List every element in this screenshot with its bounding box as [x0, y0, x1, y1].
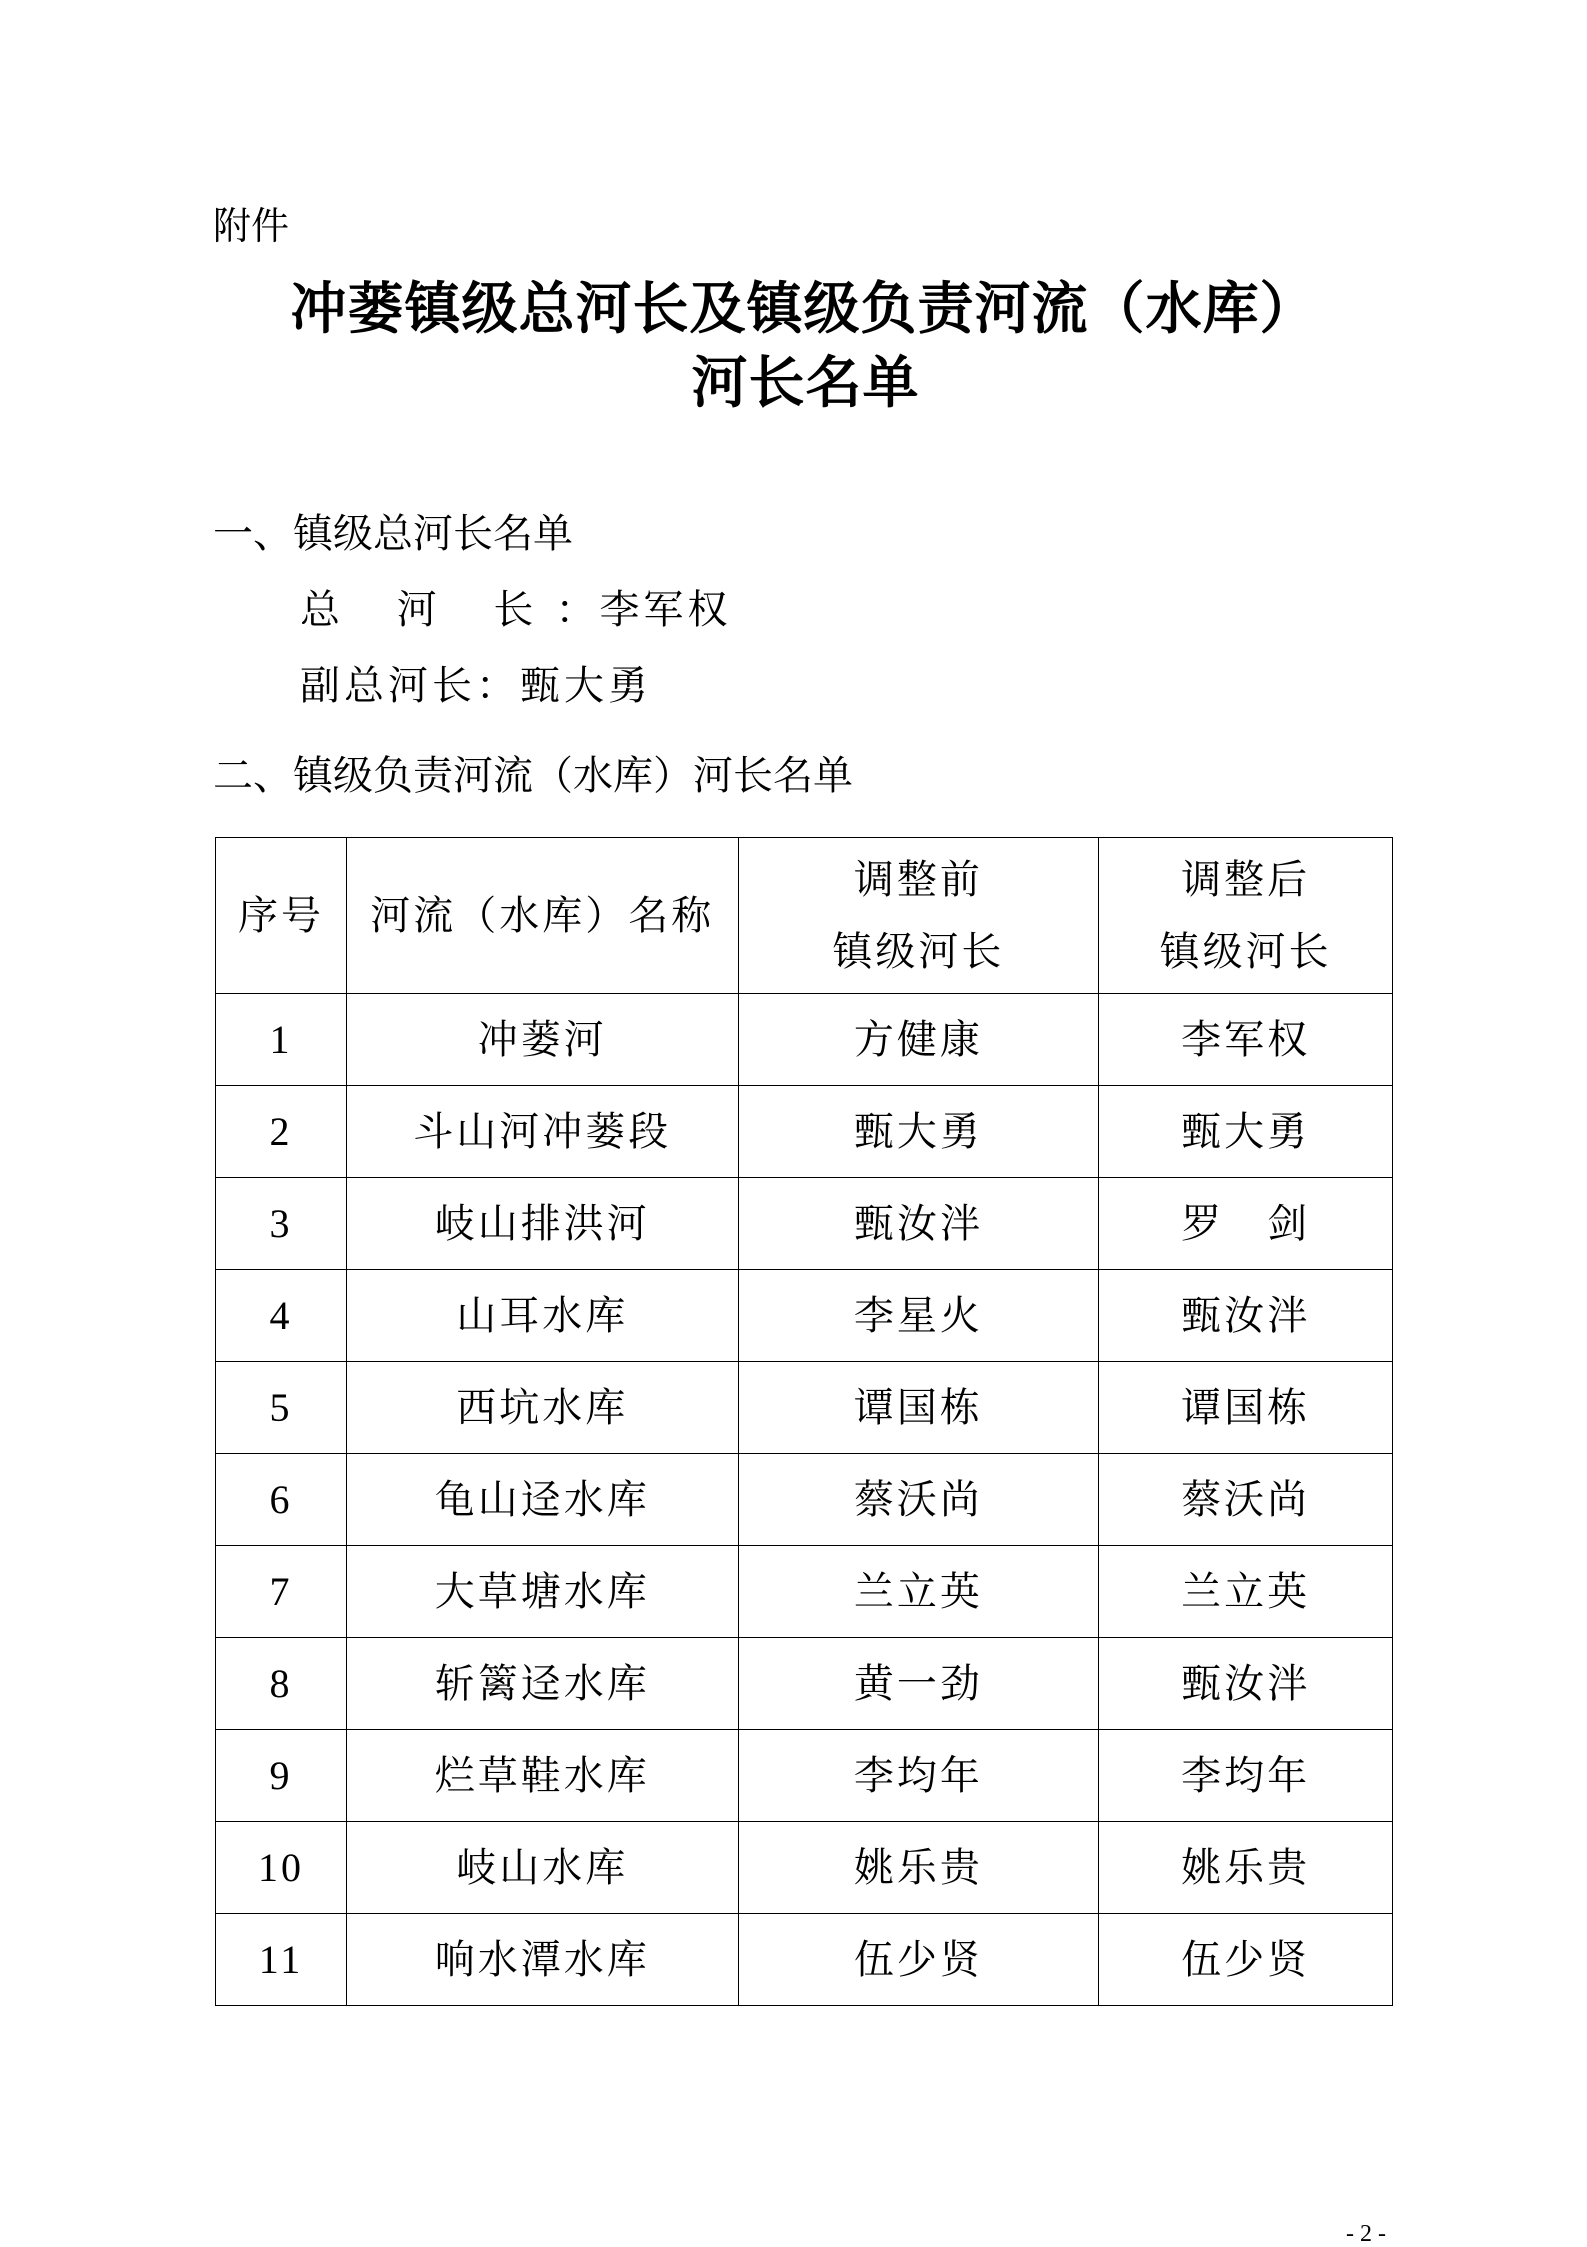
header-river-name: 河流（水库）名称 [346, 838, 738, 994]
table-row [216, 1914, 1393, 2006]
chief-separator: ： [555, 587, 600, 633]
table-row [216, 1822, 1393, 1914]
row-river-name: 岐山水库 [346, 1822, 738, 1914]
row-before-chief: 蔡沃尚 [738, 1454, 1099, 1546]
chief-role-label: 总 河 长 [300, 587, 556, 633]
deputy-role-label: 副总河长 [300, 663, 476, 709]
attachment-label: 附件 [213, 204, 290, 248]
row-index: 11 [216, 1914, 347, 2006]
row-after-chief: 甄汝泮 [1099, 1270, 1393, 1362]
row-after-chief: 姚乐贵 [1099, 1822, 1393, 1914]
row-river-name: 西坑水库 [346, 1362, 738, 1454]
row-before-chief: 伍少贤 [738, 1914, 1099, 2006]
row-river-name: 岐山排洪河 [346, 1178, 738, 1270]
row-index: 3 [216, 1178, 347, 1270]
table-row [216, 1454, 1393, 1546]
table-row [216, 1270, 1393, 1362]
row-after-chief: 李军权 [1099, 994, 1393, 1086]
row-before-chief: 甄大勇 [738, 1086, 1099, 1178]
row-index: 10 [216, 1822, 347, 1914]
row-river-name: 斩篱迳水库 [346, 1638, 738, 1730]
row-index: 5 [216, 1362, 347, 1454]
header-before [738, 838, 1099, 994]
table-row [216, 1546, 1393, 1638]
row-index: 1 [216, 994, 347, 1086]
deputy-separator: ： [476, 663, 520, 709]
row-before-chief: 谭国栋 [738, 1362, 1099, 1454]
chief-name: 李军权 [599, 587, 732, 633]
document-title-line-2: 河长名单 [691, 351, 920, 416]
row-index: 9 [216, 1730, 347, 1822]
row-river-name: 冲蒌河 [346, 994, 738, 1086]
row-river-name: 龟山迳水库 [346, 1454, 738, 1546]
row-before-chief: 李星火 [738, 1270, 1099, 1362]
row-after-chief: 李均年 [1099, 1730, 1393, 1822]
header-index: 序号 [216, 838, 347, 994]
document-title-line-1: 冲蒌镇级总河长及镇级负责河流（水库） [290, 277, 1317, 342]
header-before-line-1: 调整前 [853, 856, 983, 903]
header-before-line-2: 镇级河长 [832, 928, 1005, 975]
row-before-chief: 甄汝泮 [738, 1178, 1099, 1270]
page-number: - 2 - [1346, 2221, 1386, 2247]
river-chief-table [215, 837, 1393, 2006]
row-after-chief: 伍少贤 [1099, 1914, 1393, 2006]
table-row [216, 1086, 1393, 1178]
row-after-chief: 兰立英 [1099, 1546, 1393, 1638]
header-after-line-2: 镇级河长 [1159, 928, 1332, 975]
row-after-chief: 甄汝泮 [1099, 1638, 1393, 1730]
row-after-chief: 罗 剑 [1099, 1178, 1393, 1270]
row-index: 8 [216, 1638, 347, 1730]
chief-river-chief-line [300, 587, 732, 633]
row-river-name: 山耳水库 [346, 1270, 738, 1362]
row-before-chief: 方健康 [738, 994, 1099, 1086]
table-row [216, 1730, 1393, 1822]
row-before-chief: 兰立英 [738, 1546, 1099, 1638]
table-row [216, 1178, 1393, 1270]
table-row [216, 1362, 1393, 1454]
table-row [216, 994, 1393, 1086]
row-index: 7 [216, 1546, 347, 1638]
header-after-line-1: 调整后 [1181, 856, 1311, 903]
section-1-heading: 一、镇级总河长名单 [213, 511, 573, 557]
row-river-name: 响水潭水库 [346, 1914, 738, 2006]
row-river-name: 烂草鞋水库 [346, 1730, 738, 1822]
row-index: 6 [216, 1454, 347, 1546]
row-before-chief: 姚乐贵 [738, 1822, 1099, 1914]
header-after [1099, 838, 1393, 994]
row-after-chief: 蔡沃尚 [1099, 1454, 1393, 1546]
row-before-chief: 李均年 [738, 1730, 1099, 1822]
table-header-row [216, 838, 1393, 994]
row-index: 2 [216, 1086, 347, 1178]
row-after-chief: 谭国栋 [1099, 1362, 1393, 1454]
deputy-river-chief-line [300, 663, 652, 709]
row-before-chief: 黄一劲 [738, 1638, 1099, 1730]
table-row [216, 1638, 1393, 1730]
row-river-name: 大草塘水库 [346, 1546, 738, 1638]
row-index: 4 [216, 1270, 347, 1362]
row-after-chief: 甄大勇 [1099, 1086, 1393, 1178]
deputy-name: 甄大勇 [520, 663, 652, 709]
row-river-name: 斗山河冲蒌段 [346, 1086, 738, 1178]
section-2-heading: 二、镇级负责河流（水库）河长名单 [213, 753, 853, 799]
